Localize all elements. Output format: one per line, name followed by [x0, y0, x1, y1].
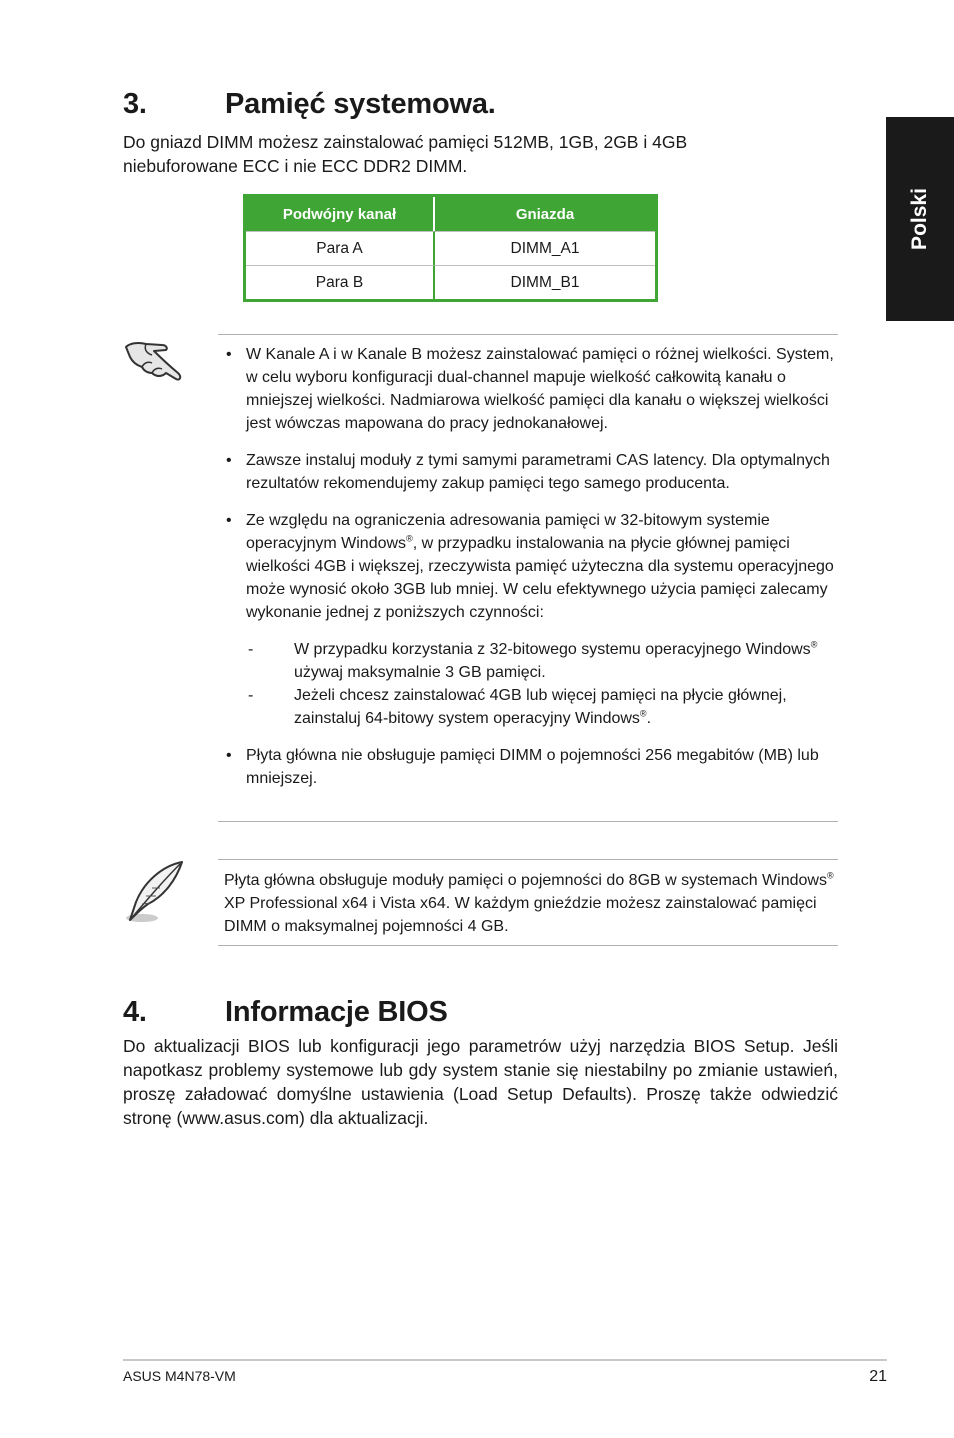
section-4-body: Do aktualizacji BIOS lub konfiguracji jego parametrów użyj narzędzia BIOS Setup. Jeśli napotkasz problemy systemowe lub gdy system stanie się niestabilny po zmianie ustawień, proszę załadować domyślne ustawienia (Load Setup Defaults). Proszę także odwiedzić stronę (www.asus.com) dla aktualizacji. — [123, 1036, 838, 1128]
note-bottom-rule — [218, 821, 838, 822]
registered-mark: ® — [639, 708, 647, 719]
language-tab-label: Polski — [908, 188, 931, 250]
list-item: • W Kanale A i w Kanale B możesz zainstalować pamięci o różnej wielkości. System, w celu wyboru konfiguracji dual-channel mapuje wielkość całkowitą kanału o mniejszej wielkości. Nadmiarowa wielkość pamięci dla kanału o większej wielkości jest wówczas mapowana do pracy jednokanałowej. — [219, 343, 839, 435]
sub-list — [246, 638, 839, 730]
page-number: 21 — [869, 1368, 887, 1385]
sub-item-text: Jeżeli chcesz zainstalować 4GB lub więcej pamięci na płycie głównej, zainstaluj 64-bitowy system operacyjny Windows — [294, 687, 787, 727]
table-row — [246, 265, 655, 299]
section-number: 4. — [123, 996, 147, 1028]
sub-item-text: . — [646, 710, 652, 727]
sub-list-item — [246, 638, 839, 684]
registered-mark: ® — [826, 870, 834, 881]
registered-mark: ® — [406, 533, 413, 544]
section-title: Informacje BIOS — [225, 996, 448, 1028]
hand-pointing-icon — [122, 333, 188, 383]
section-number: 3. — [123, 88, 147, 120]
section-3-intro — [123, 130, 823, 178]
note-top-rule — [218, 334, 838, 335]
tip-text: Płyta główna obsługuje moduły pamięci o pojemności do 8GB w systemach Windows — [224, 872, 827, 889]
note-list — [219, 343, 839, 790]
list-item: • Płyta główna nie obsługuje pamięci DIMM o pojemności 256 megabitów (MB) lub mniejszej. — [219, 744, 839, 790]
table-row — [246, 231, 655, 265]
list-item: • Zawsze instaluj moduły z tymi samymi parametrami CAS latency. Dla optymalnych rezultatów rekomendujemy zakup pamięci tego samego producenta. — [219, 449, 839, 495]
language-side-tab — [886, 117, 954, 321]
intro-line-1: Do gniazd DIMM możesz zainstalować pamięci 512MB, 1GB, 2GB i 4GB — [123, 132, 688, 152]
section-4-heading — [123, 996, 723, 1032]
tip-box — [224, 869, 836, 938]
registered-mark: ® — [810, 639, 818, 650]
table-cell: DIMM_B1 — [435, 265, 655, 299]
sub-item-text: używaj maksymalnie 3 GB pamięci. — [294, 664, 546, 681]
list-item-text: , w przypadku instalowania na płycie głównej pamięci wielkości 4GB i większej, rzeczywista pamięć użyteczna dla systemu operacyjnego może wynosić około 3GB lub mniej. W celu efektywnego użycia pamięci zalecamy wykonanie jednej z poniższych czynności: — [246, 535, 834, 621]
note-box — [219, 343, 839, 804]
intro-line-2: niebuforowane ECC i nie ECC DDR2 DIMM. — [123, 156, 468, 176]
table-cell: DIMM_A1 — [435, 231, 655, 265]
tip-top-rule — [218, 859, 838, 860]
header-dual-channel: Podwójny kanał — [246, 197, 435, 231]
table-cell: Para B — [246, 265, 435, 299]
table-cell: Para A — [246, 231, 435, 265]
list-item-text: Ze względu na ograniczenia adresowania pamięci w 32-bitowym systemie operacyjnym Windows — [246, 512, 770, 552]
memory-channel-table — [243, 194, 658, 302]
section-title: Pamięć systemowa. — [225, 88, 496, 120]
feather-pen-icon — [122, 858, 188, 926]
footer-model: ASUS M4N78-VM — [123, 1368, 236, 1384]
table-header-row — [246, 197, 655, 231]
tip-bottom-rule — [218, 945, 838, 946]
tip-text: XP Professional x64 i Vista x64. W każdym gnieździe możesz zainstalować pamięci DIMM o maksymalnej pojemności 4 GB. — [224, 895, 817, 935]
section-3-heading — [123, 88, 723, 124]
list-item — [219, 509, 839, 730]
sub-item-text: W przypadku korzystania z 32-bitowego systemu operacyjnego Windows — [294, 641, 811, 658]
footer-rule — [123, 1359, 887, 1361]
sub-list-item — [246, 684, 839, 730]
header-sockets: Gniazda — [435, 197, 655, 231]
